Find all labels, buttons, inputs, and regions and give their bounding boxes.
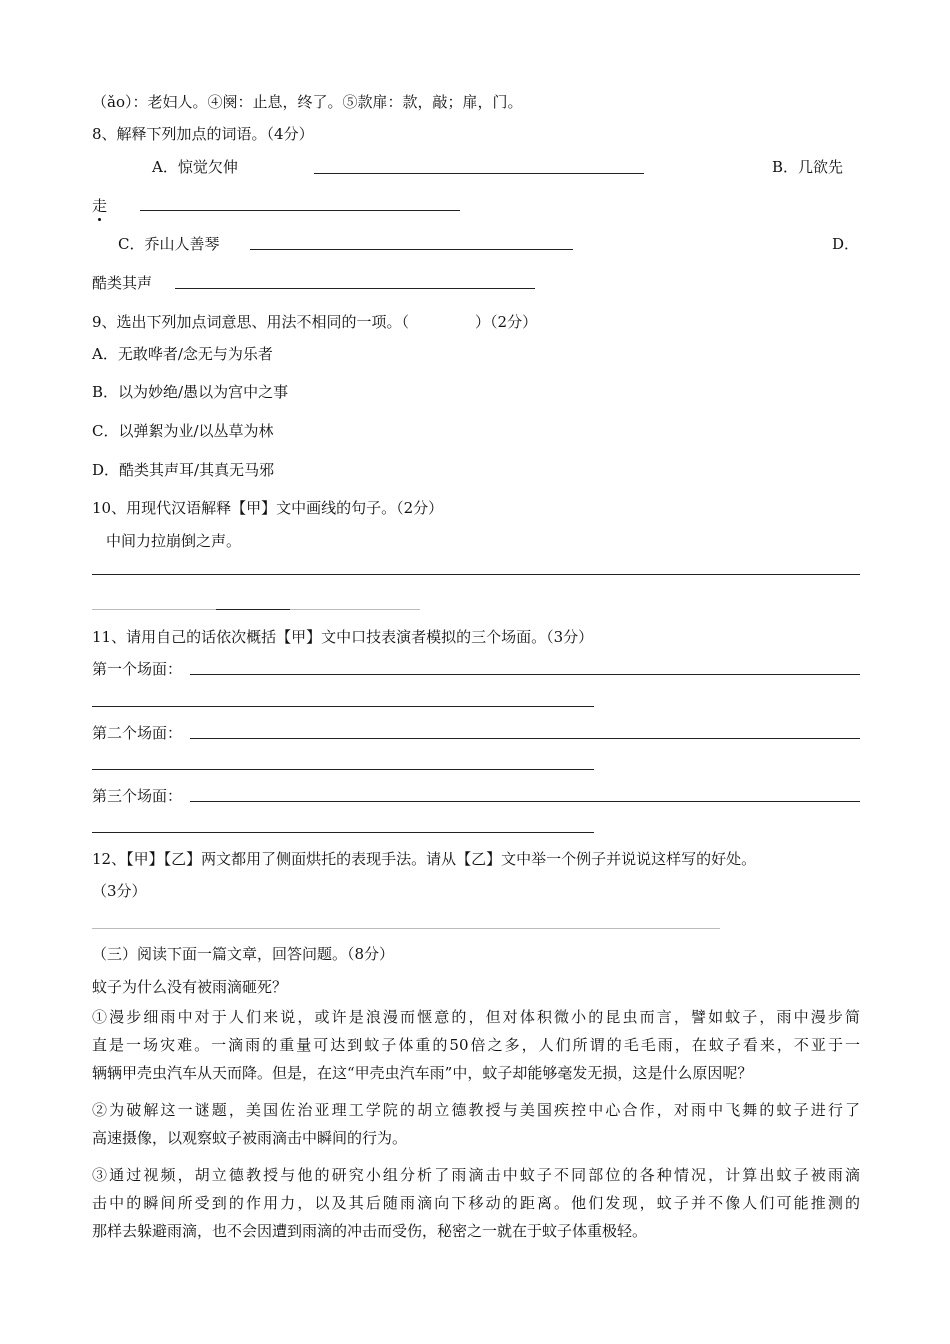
q11-scene-3-line xyxy=(190,801,860,802)
q10-answer-line-2-mark xyxy=(216,609,290,610)
q8-option-c: C．乔山人善琴 xyxy=(118,235,220,253)
paragraph-2-line-2: 高速摄像，以观察蚊子被雨滴击中瞬间的行为。 xyxy=(92,1129,408,1147)
q11-scene-2-label: 第二个场面： xyxy=(92,724,183,742)
paragraph-1-line-3: 辆辆甲壳虫汽车从天而降。但是，在这“甲壳虫汽车雨”中，蚊子却能够毫发无损，这是什么原因呢？ xyxy=(92,1064,753,1082)
q11-scene-1-line xyxy=(190,674,860,675)
q8-option-d-cont: 酷类其声 xyxy=(92,274,153,292)
section-3-heading: （三）阅读下面一篇文章，回答问题。（8分） xyxy=(92,945,395,963)
q11-scene-1-line-2 xyxy=(92,706,594,707)
q8-option-b-cont xyxy=(92,196,107,216)
paragraph-1-line-2: 直是一场灾难。一滴雨的重量可达到蚊子体重的50倍之多，人们所谓的毛毛雨，在蚊子看来，不亚于一 xyxy=(92,1036,860,1054)
q11-scene-1-label: 第一个场面： xyxy=(92,660,183,678)
q8-a-answer-line xyxy=(314,173,644,174)
q8-option-a xyxy=(152,157,238,177)
q11-scene-2-line xyxy=(190,738,860,739)
article-title: 蚊子为什么没有被雨滴砸死？ xyxy=(92,978,288,996)
question-9 xyxy=(92,312,537,332)
question-12: 12、【甲】【乙】两文都用了侧面烘托的表现手法。请从【乙】文中举一个例子并说说这样写的好处。 xyxy=(92,850,757,868)
question-11: 11、请用自己的话依次概括【甲】文中口技表演者模拟的三个场面。（3分） xyxy=(92,628,594,646)
q10-sentence: 中间力拉崩倒之声。 xyxy=(106,532,242,550)
q9-option-b: B．以为妙绝/愚以为宫中之事 xyxy=(92,383,289,401)
question-9-score: ）（2分） xyxy=(475,313,538,331)
q9-option-c: C．以弹絮为业/以丛草为林 xyxy=(92,422,274,440)
q12-answer-line xyxy=(92,928,720,929)
paragraph-2-line-1: ②为破解这一谜题，美国佐治亚理工学院的胡立德教授与美国疾控中心合作，对雨中飞舞的蚊子进行了 xyxy=(92,1101,860,1119)
annotation-note: （ǎo）：老妇人。④阕：止息，终了。⑤款扉：款，敲；扉，门。 xyxy=(92,93,523,111)
q8-c-answer-line xyxy=(250,249,573,250)
question-8: 8、解释下列加点的词语。（4分） xyxy=(92,125,314,143)
question-12-score: （3分） xyxy=(92,882,147,900)
q8-d-answer-line xyxy=(175,288,535,289)
q9-option-d: D．酷类其声耳/其真无马邪 xyxy=(92,461,275,479)
paragraph-3-line-3: 那样去躲避雨滴，也不会因遭到雨滴的冲击而受伤，秘密之一就在于蚊子体重极轻。 xyxy=(92,1222,648,1240)
q8-b-answer-line xyxy=(140,210,460,211)
q8-option-b: B．几欲先 xyxy=(772,158,844,176)
paragraph-2 xyxy=(92,1096,860,1152)
q11-scene-3-label: 第三个场面： xyxy=(92,787,183,805)
paragraph-1-line-1: ①漫步细雨中对于人们来说，或许是浪漫而惬意的，但对体积微小的昆虫而言，譬如蚊子，雨中漫步简 xyxy=(92,1008,860,1026)
q10-answer-line-1 xyxy=(92,574,860,575)
q8-option-a-text: A．惊觉欠伸 xyxy=(152,158,238,176)
q8-option-d: D． xyxy=(832,235,860,253)
q11-scene-3-line-2 xyxy=(92,832,594,833)
q11-scene-2-line-2 xyxy=(92,769,594,770)
q8-b-char: 走 xyxy=(92,197,108,215)
paragraph-3-line-1: ③通过视频，胡立德教授与他的研究小组分析了雨滴击中蚊子不同部位的各种情况，计算出蚊子被雨滴 xyxy=(92,1166,860,1184)
paragraph-1 xyxy=(92,1003,860,1087)
question-10: 10、用现代汉语解释【甲】文中画线的句子。（2分） xyxy=(92,499,444,517)
paragraph-3-line-2: 击中的瞬间所受到的作用力，以及其后随雨滴向下移动的距离。他们发现，蚊子并不像人们可能推测的 xyxy=(92,1194,860,1212)
q9-option-a: A．无敢哗者/念无与为乐者 xyxy=(92,345,273,363)
question-9-text: 9、选出下列加点词意思、用法不相同的一项。（ xyxy=(92,313,410,331)
paragraph-3 xyxy=(92,1161,860,1245)
